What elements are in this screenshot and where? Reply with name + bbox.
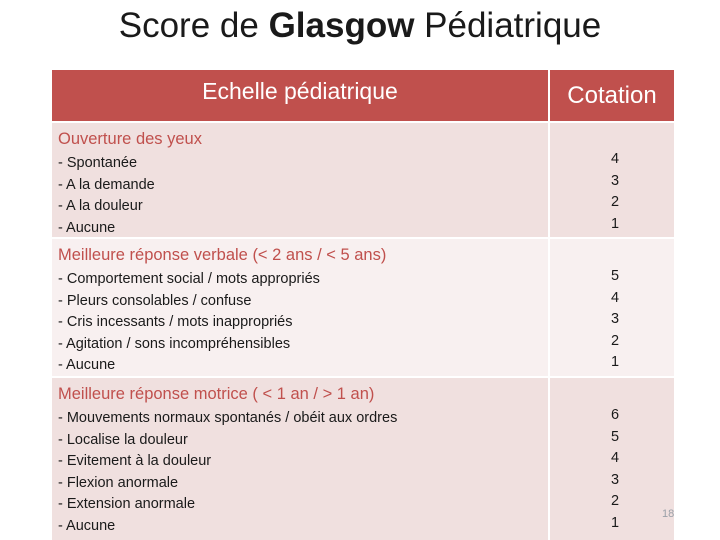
score-value: 4 bbox=[610, 289, 620, 306]
scores-verbal bbox=[550, 239, 674, 376]
page-number: 18 bbox=[662, 508, 675, 520]
section-title: Meilleure réponse motrice ( < 1 an / > 1 an) bbox=[58, 385, 375, 403]
score-value: 3 bbox=[610, 311, 620, 327]
list-item: - Agitation / sons incompréhensibles bbox=[58, 335, 291, 352]
score-value: 4 bbox=[610, 450, 620, 466]
list-item: - Comportement social / mots appropriés bbox=[58, 271, 320, 287]
list-item: - Cris incessants / mots inappropriés bbox=[58, 314, 293, 330]
score-value: 6 bbox=[610, 407, 620, 423]
list-item: - Mouvements normaux spontanés / obéit aux ordres bbox=[58, 410, 398, 426]
scores-eyes bbox=[550, 123, 674, 237]
list-item: - Extension anormale bbox=[58, 496, 196, 512]
slide-title-bold: Glasgow bbox=[268, 6, 415, 45]
score-value: 5 bbox=[610, 268, 620, 284]
list-item: - A la demande bbox=[58, 176, 155, 193]
score-value: 3 bbox=[610, 471, 620, 488]
score-value: 5 bbox=[610, 428, 620, 445]
list-item: - Aucune bbox=[58, 219, 116, 236]
section-title: Meilleure réponse verbale (< 2 ans / < 5 ans) bbox=[58, 246, 387, 264]
score-value: 2 bbox=[610, 332, 620, 349]
score-value: 4 bbox=[610, 151, 620, 167]
list-item: - Pleurs consolables / confuse bbox=[58, 292, 252, 309]
section-motor bbox=[52, 378, 548, 540]
section-eyes bbox=[52, 123, 548, 237]
list-item: - Flexion anormale bbox=[58, 474, 179, 491]
glasgow-table bbox=[52, 70, 674, 540]
list-item: - Spontanée bbox=[58, 155, 138, 171]
header-cotation: Cotation bbox=[550, 70, 674, 121]
score-value: 1 bbox=[610, 215, 620, 232]
section-verbal bbox=[52, 239, 548, 376]
header-echelle: Echelle pédiatrique bbox=[52, 70, 548, 121]
list-item: - Localise la douleur bbox=[58, 431, 188, 448]
score-value: 3 bbox=[610, 172, 620, 189]
section-title: Ouverture des yeux bbox=[58, 130, 202, 148]
score-value: 1 bbox=[610, 514, 620, 531]
list-item: - A la douleur bbox=[58, 198, 143, 214]
list-item: - Evitement à la douleur bbox=[58, 453, 212, 469]
scores-motor bbox=[550, 378, 674, 540]
score-value: 2 bbox=[610, 493, 620, 509]
score-value: 2 bbox=[610, 194, 620, 210]
list-item: - Aucune bbox=[58, 517, 116, 534]
slide-title: Score de Glasgow Pédiatrique bbox=[118, 6, 602, 45]
list-item: - Aucune bbox=[58, 357, 116, 373]
score-value: 1 bbox=[610, 354, 620, 370]
